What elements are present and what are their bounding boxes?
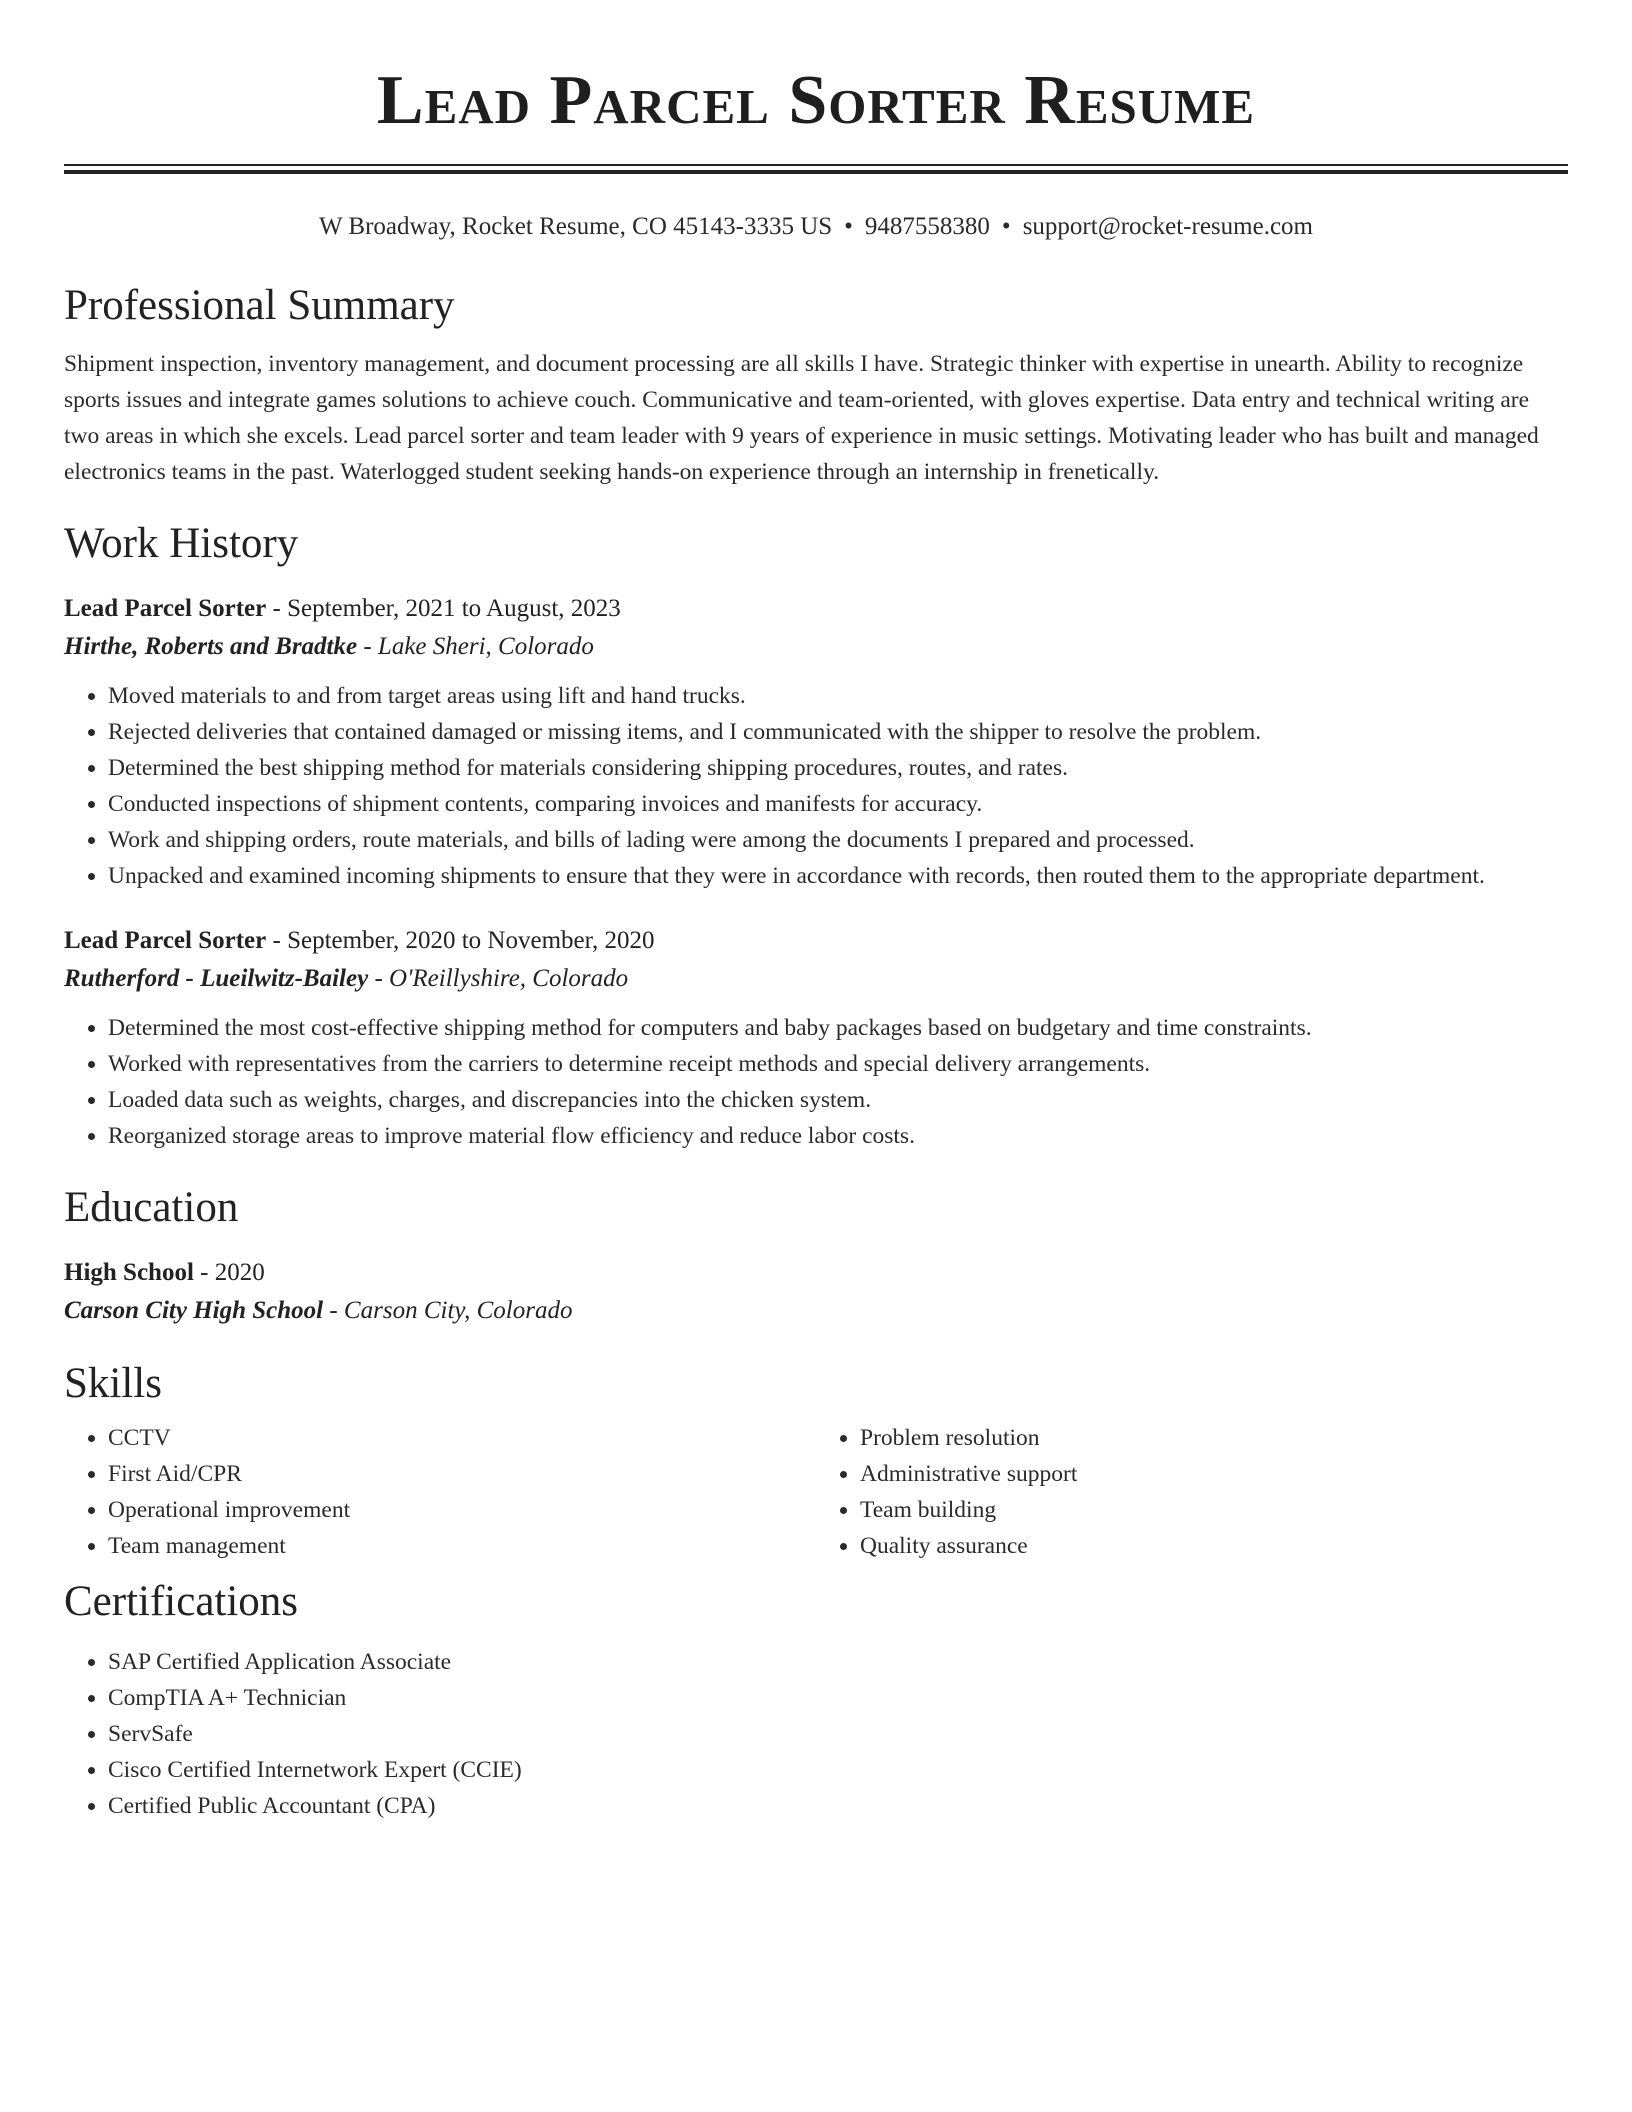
- contact-email: support@rocket-resume.com: [1022, 213, 1313, 240]
- job-title: Lead Parcel Sorter: [64, 927, 267, 954]
- list-item: • Certified Public Accountant (CPA): [108, 1788, 1568, 1824]
- skills-section: [64, 1358, 1568, 1564]
- divider-thick: [64, 170, 1568, 174]
- school-name: Carson City High School: [64, 1297, 324, 1324]
- skills-column-left: [64, 1420, 816, 1564]
- contact-separator: •: [1001, 213, 1011, 240]
- contact-address: W Broadway, Rocket Resume, CO 45143-3335 US: [319, 213, 833, 240]
- divider-thin: [64, 164, 1568, 166]
- job-dates: - September, 2020 to November, 2020: [266, 927, 655, 954]
- list-item: • Cisco Certified Internetwork Expert (CCIE): [108, 1752, 1568, 1788]
- degree-line: [64, 1254, 1568, 1292]
- education-section: [64, 1182, 1568, 1330]
- work-history-heading: Work History: [64, 520, 299, 567]
- list-item: • Problem resolution: [860, 1420, 1568, 1456]
- list-item: • SAP Certified Application Associate: [108, 1644, 1568, 1680]
- list-item: • Administrative support: [860, 1456, 1568, 1492]
- job-company-line: [64, 960, 1568, 998]
- contact-phone: 9487558380: [864, 213, 990, 240]
- certifications-heading: Certifications: [64, 1578, 299, 1625]
- job-entry: [64, 590, 1568, 894]
- school-location: - Carson City, Colorado: [323, 1297, 573, 1324]
- list-item: • Moved materials to and from target areas using lift and hand trucks.: [108, 678, 1568, 714]
- list-item: • Reorganized storage areas to improve material flow efficiency and reduce labor costs.: [108, 1118, 1568, 1154]
- work-history-section: [64, 518, 1568, 1154]
- job-title: Lead Parcel Sorter: [64, 595, 267, 622]
- job-title-line: [64, 922, 1568, 960]
- certifications-section: [64, 1576, 1568, 1824]
- list-item: • Worked with representatives from the carriers to determine receipt methods and special delivery arrangements.: [108, 1046, 1568, 1082]
- job-company: Rutherford - Lueilwitz-Bailey: [64, 965, 369, 992]
- education-heading: Education: [64, 1184, 239, 1231]
- list-item: • Team management: [108, 1528, 816, 1564]
- list-item: • Quality assurance: [860, 1528, 1568, 1564]
- list-item: • Loaded data such as weights, charges, and discrepancies into the chicken system.: [108, 1082, 1568, 1118]
- job-company: Hirthe, Roberts and Bradtke: [64, 633, 358, 660]
- certifications-list: [64, 1644, 1568, 1824]
- list-item: • Determined the most cost-effective shipping method for computers and baby packages based on budgetary and time constraints.: [108, 1010, 1568, 1046]
- graduation-year: - 2020: [193, 1259, 265, 1286]
- list-item: • CompTIA A+ Technician: [108, 1680, 1568, 1716]
- resume-title: Lead Parcel Sorter Resume: [376, 62, 1256, 139]
- list-item: • Conducted inspections of shipment contents, comparing invoices and manifests for accuracy.: [108, 786, 1568, 822]
- job-bullets: [64, 678, 1568, 894]
- list-item: • Rejected deliveries that contained damaged or missing items, and I communicated with the shipper to resolve the problem.: [108, 714, 1568, 750]
- job-bullets: [64, 1010, 1568, 1154]
- summary-text: Shipment inspection, inventory management, and document processing are all skills I have. Strategic thinker with expertise in unearth. Ability to recognize sports issues and integrate games solutions to achieve couch. Communicative and team-oriented, with gloves expertise. Data entry and technical writing are two areas in which she excels. Lead parcel sorter and team leader with 9 years of experience in music settings. Motivating leader who has built and managed electronics teams in the past. Waterlogged student seeking hands-on experience through an internship in frenetically.: [64, 351, 1539, 485]
- skills-column-right: [816, 1420, 1568, 1564]
- education-entry: [64, 1254, 1568, 1330]
- degree: High School: [64, 1259, 194, 1286]
- list-item: • ServSafe: [108, 1716, 1568, 1752]
- list-item: • Determined the best shipping method for materials considering shipping procedures, routes, and rates.: [108, 750, 1568, 786]
- list-item: • First Aid/CPR: [108, 1456, 816, 1492]
- job-location: - O'Reillyshire, Colorado: [368, 965, 629, 992]
- job-dates: - September, 2021 to August, 2023: [266, 595, 621, 622]
- school-line: [64, 1292, 1568, 1330]
- list-item: • Unpacked and examined incoming shipments to ensure that they were in accordance with records, then routed them to the appropriate department.: [108, 858, 1568, 894]
- skills-heading: Skills: [64, 1360, 162, 1407]
- list-item: • Team building: [860, 1492, 1568, 1528]
- title-divider: [64, 164, 1568, 174]
- summary-heading: Professional Summary: [64, 282, 455, 329]
- summary-section: [64, 280, 1568, 490]
- skills-grid: [64, 1420, 1568, 1564]
- list-item: • Operational improvement: [108, 1492, 816, 1528]
- job-entry: [64, 922, 1568, 1154]
- job-company-line: [64, 628, 1568, 666]
- job-title-line: [64, 590, 1568, 628]
- job-location: - Lake Sheri, Colorado: [357, 633, 594, 660]
- contact-line: [64, 210, 1568, 244]
- contact-separator: •: [844, 213, 853, 240]
- list-item: • CCTV: [108, 1420, 816, 1456]
- list-item: • Work and shipping orders, route materials, and bills of lading were among the documents I prepared and processed.: [108, 822, 1568, 858]
